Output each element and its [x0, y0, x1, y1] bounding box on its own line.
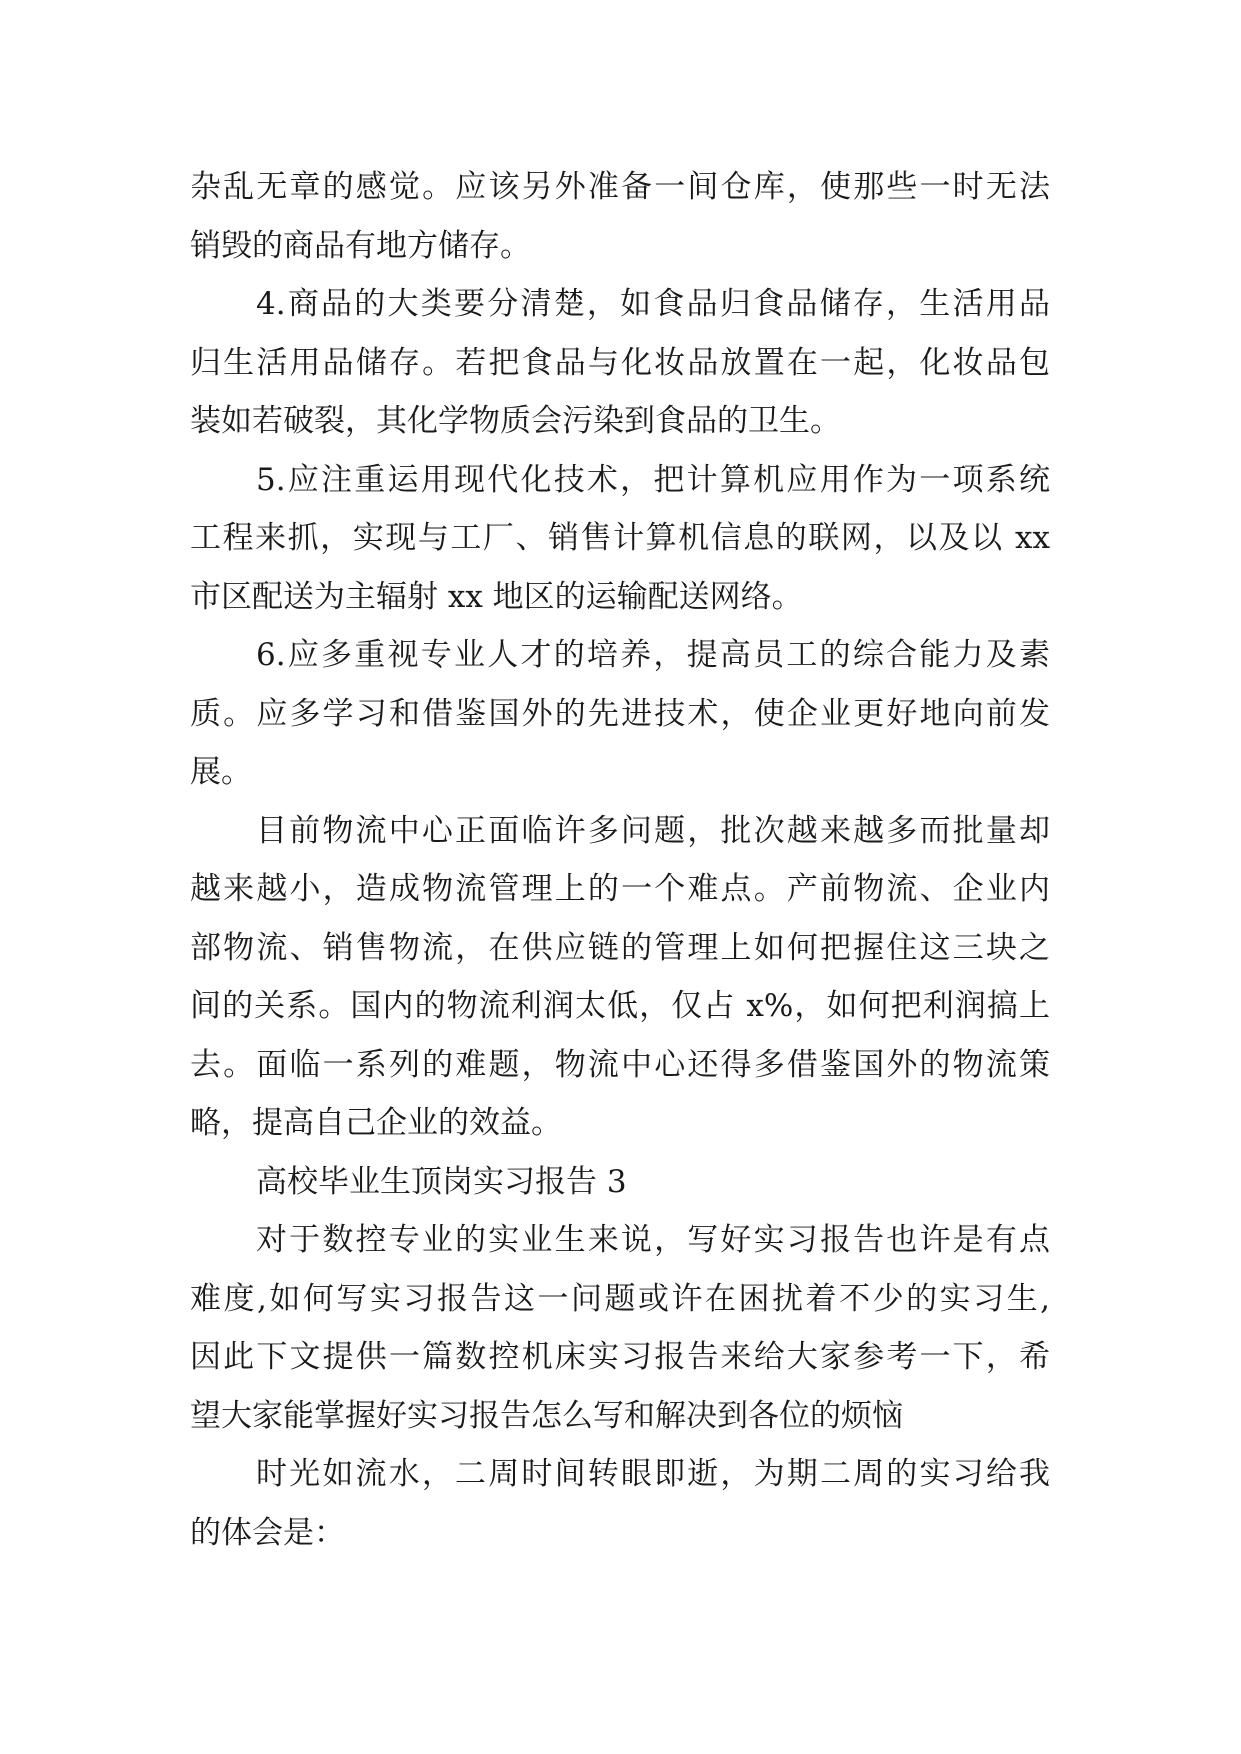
text-line: 间的关系。国内的物流利润太低，仅占 x%，如何把利润搞上 [190, 988, 1050, 1024]
text-line: 装如若破裂，其化学物质会污染到食品的卫生。 [190, 403, 841, 439]
text-line: 5.应注重运用现代化技术，把计算机应用作为一项系统 [256, 461, 1050, 498]
text-line: 展。 [190, 754, 252, 790]
text-line: 6.应多重视专业人才的培养，提高员工的综合能力及素 [256, 637, 1050, 673]
text-line: 工程来抓，实现与工厂、销售计算机信息的联网，以及以 xx [190, 520, 1050, 556]
text-line: 难度,如何写实习报告这一问题或许在困扰着不少的实习生, [190, 1280, 1050, 1317]
text-line: 去。面临一系列的难题，物流中心还得多借鉴国外的物流策 [190, 1046, 1050, 1083]
text-line: 的体会是： [190, 1514, 345, 1551]
text-line: 4.商品的大类要分清楚，如食品归食品储存，生活用品 [256, 286, 1050, 322]
text-line: 杂乱无章的感觉。应该另外准备一间仓库，使那些一时无法 [190, 169, 1050, 205]
section-heading: 高校毕业生顶岗实习报告 3 [256, 1163, 627, 1200]
document-body [190, 158, 1050, 1562]
text-line: 因此下文提供一篇数控机床实习报告来给大家参考一下，希 [190, 1339, 1050, 1375]
text-line: 归生活用品储存。若把食品与化妆品放置在一起，化妆品包 [190, 344, 1050, 381]
text-line: 对于数控专业的实业生来说，写好实习报告也许是有点 [256, 1222, 1050, 1258]
text-line: 越来越小，造成物流管理上的一个难点。产前物流、企业内 [190, 871, 1050, 907]
text-line: 销毁的商品有地方储存。 [190, 227, 531, 264]
text-line: 望大家能掌握好实习报告怎么写和解决到各位的烦恼 [190, 1397, 903, 1434]
text-line: 市区配送为主辐射 xx 地区的运输配送网络。 [190, 578, 803, 615]
text-line: 目前物流中心正面临许多问题，批次越来越多而批量却 [256, 812, 1050, 849]
text-line: 略，提高自己企业的效益。 [190, 1105, 562, 1141]
text-line: 质。应多学习和借鉴国外的先进技术，使企业更好地向前发 [190, 695, 1050, 732]
text-line: 部物流、销售物流，在供应链的管理上如何把握住这三块之 [190, 929, 1050, 966]
text-line: 时光如流水，二周时间转眼即逝，为期二周的实习给我 [256, 1456, 1050, 1492]
